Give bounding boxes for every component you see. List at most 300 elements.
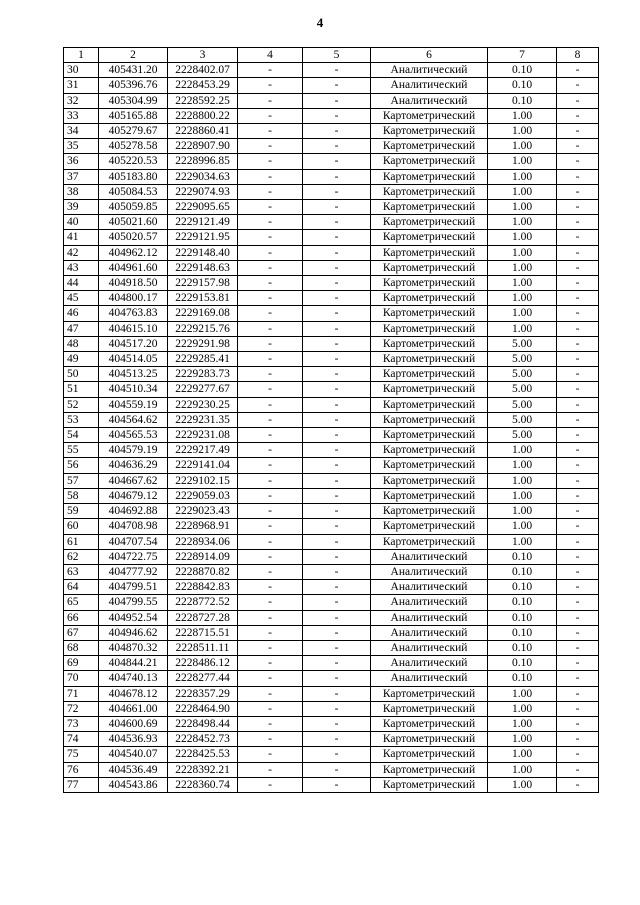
cell-method: Картометрический xyxy=(371,701,488,716)
cell-col-8: - xyxy=(557,291,599,306)
cell-accuracy: 1.00 xyxy=(488,732,557,747)
cell-accuracy: 0.10 xyxy=(488,610,557,625)
cell-point-number: 69 xyxy=(64,656,99,671)
cell-method: Картометрический xyxy=(371,488,488,503)
cell-method: Картометрический xyxy=(371,473,488,488)
cell-y-coordinate: 2228277.44 xyxy=(168,671,238,686)
cell-x-coordinate: 404667.62 xyxy=(99,473,168,488)
cell-point-number: 45 xyxy=(64,291,99,306)
cell-accuracy: 1.00 xyxy=(488,306,557,321)
cell-y-coordinate: 2228453.29 xyxy=(168,78,238,93)
table-row xyxy=(64,108,599,123)
cell-point-number: 71 xyxy=(64,686,99,701)
cell-col-4: - xyxy=(238,428,303,443)
cell-col-4: - xyxy=(238,63,303,78)
cell-method: Картометрический xyxy=(371,747,488,762)
cell-col-4: - xyxy=(238,488,303,503)
cell-y-coordinate: 2228511.11 xyxy=(168,640,238,655)
cell-col-8: - xyxy=(557,519,599,534)
cell-col-8: - xyxy=(557,78,599,93)
table-row xyxy=(64,230,599,245)
cell-col-8: - xyxy=(557,154,599,169)
cell-method: Картометрический xyxy=(371,108,488,123)
cell-method: Картометрический xyxy=(371,777,488,792)
cell-col-5: - xyxy=(303,63,371,78)
cell-x-coordinate: 404946.62 xyxy=(99,625,168,640)
cell-col-5: - xyxy=(303,534,371,549)
cell-col-8: - xyxy=(557,443,599,458)
cell-col-8: - xyxy=(557,108,599,123)
cell-col-5: - xyxy=(303,93,371,108)
cell-y-coordinate: 2229215.76 xyxy=(168,321,238,336)
cell-col-5: - xyxy=(303,245,371,260)
cell-col-5: - xyxy=(303,747,371,762)
cell-accuracy: 1.00 xyxy=(488,230,557,245)
cell-col-8: - xyxy=(557,382,599,397)
column-header-7: 7 xyxy=(488,48,557,63)
cell-method: Картометрический xyxy=(371,215,488,230)
cell-accuracy: 1.00 xyxy=(488,504,557,519)
table-header-row xyxy=(64,48,599,63)
table-row xyxy=(64,595,599,610)
cell-col-8: - xyxy=(557,580,599,595)
cell-col-8: - xyxy=(557,428,599,443)
cell-col-4: - xyxy=(238,169,303,184)
cell-col-8: - xyxy=(557,595,599,610)
cell-col-8: - xyxy=(557,656,599,671)
table-row xyxy=(64,428,599,443)
cell-col-4: - xyxy=(238,108,303,123)
cell-col-8: - xyxy=(557,504,599,519)
cell-accuracy: 1.00 xyxy=(488,686,557,701)
cell-x-coordinate: 404763.83 xyxy=(99,306,168,321)
table-row xyxy=(64,93,599,108)
cell-point-number: 35 xyxy=(64,139,99,154)
cell-y-coordinate: 2228392.21 xyxy=(168,762,238,777)
cell-x-coordinate: 404844.21 xyxy=(99,656,168,671)
cell-col-8: - xyxy=(557,762,599,777)
cell-method: Картометрический xyxy=(371,124,488,139)
cell-method: Картометрический xyxy=(371,230,488,245)
cell-y-coordinate: 2229074.93 xyxy=(168,184,238,199)
cell-col-8: - xyxy=(557,412,599,427)
cell-y-coordinate: 2229283.73 xyxy=(168,367,238,382)
cell-y-coordinate: 2228498.44 xyxy=(168,716,238,731)
cell-col-5: - xyxy=(303,610,371,625)
cell-col-5: - xyxy=(303,397,371,412)
cell-y-coordinate: 2228486.12 xyxy=(168,656,238,671)
cell-col-5: - xyxy=(303,625,371,640)
cell-y-coordinate: 2228934.06 xyxy=(168,534,238,549)
cell-method: Картометрический xyxy=(371,732,488,747)
cell-accuracy: 5.00 xyxy=(488,352,557,367)
cell-accuracy: 1.00 xyxy=(488,443,557,458)
table-row xyxy=(64,458,599,473)
cell-col-4: - xyxy=(238,732,303,747)
cell-point-number: 55 xyxy=(64,443,99,458)
cell-col-8: - xyxy=(557,169,599,184)
cell-y-coordinate: 2229291.98 xyxy=(168,336,238,351)
cell-x-coordinate: 405183.80 xyxy=(99,169,168,184)
cell-x-coordinate: 404510.34 xyxy=(99,382,168,397)
table-row xyxy=(64,549,599,564)
cell-col-4: - xyxy=(238,124,303,139)
cell-y-coordinate: 2229102.15 xyxy=(168,473,238,488)
cell-y-coordinate: 2229121.95 xyxy=(168,230,238,245)
cell-accuracy: 1.00 xyxy=(488,154,557,169)
cell-y-coordinate: 2228996.85 xyxy=(168,154,238,169)
cell-accuracy: 1.00 xyxy=(488,473,557,488)
cell-col-4: - xyxy=(238,367,303,382)
cell-col-4: - xyxy=(238,777,303,792)
cell-col-4: - xyxy=(238,580,303,595)
cell-col-4: - xyxy=(238,564,303,579)
cell-col-5: - xyxy=(303,701,371,716)
cell-x-coordinate: 405279.67 xyxy=(99,124,168,139)
cell-accuracy: 0.10 xyxy=(488,93,557,108)
cell-method: Аналитический xyxy=(371,625,488,640)
cell-x-coordinate: 404800.17 xyxy=(99,291,168,306)
cell-method: Картометрический xyxy=(371,184,488,199)
cell-col-5: - xyxy=(303,154,371,169)
cell-x-coordinate: 404722.75 xyxy=(99,549,168,564)
cell-col-4: - xyxy=(238,260,303,275)
cell-col-8: - xyxy=(557,184,599,199)
cell-col-8: - xyxy=(557,732,599,747)
cell-method: Аналитический xyxy=(371,63,488,78)
cell-y-coordinate: 2228800.22 xyxy=(168,108,238,123)
cell-point-number: 67 xyxy=(64,625,99,640)
cell-point-number: 59 xyxy=(64,504,99,519)
cell-y-coordinate: 2229034.63 xyxy=(168,169,238,184)
cell-col-8: - xyxy=(557,777,599,792)
table-row xyxy=(64,306,599,321)
cell-method: Картометрический xyxy=(371,260,488,275)
cell-point-number: 56 xyxy=(64,458,99,473)
cell-x-coordinate: 404559.19 xyxy=(99,397,168,412)
table-row xyxy=(64,747,599,762)
cell-accuracy: 1.00 xyxy=(488,291,557,306)
cell-point-number: 64 xyxy=(64,580,99,595)
table-row xyxy=(64,732,599,747)
cell-col-8: - xyxy=(557,93,599,108)
cell-point-number: 33 xyxy=(64,108,99,123)
cell-point-number: 68 xyxy=(64,640,99,655)
cell-method: Картометрический xyxy=(371,504,488,519)
table-row xyxy=(64,701,599,716)
cell-method: Аналитический xyxy=(371,78,488,93)
cell-y-coordinate: 2229231.35 xyxy=(168,412,238,427)
cell-y-coordinate: 2228402.07 xyxy=(168,63,238,78)
cell-y-coordinate: 2228357.29 xyxy=(168,686,238,701)
cell-accuracy: 1.00 xyxy=(488,245,557,260)
cell-point-number: 31 xyxy=(64,78,99,93)
cell-col-8: - xyxy=(557,260,599,275)
cell-col-4: - xyxy=(238,215,303,230)
cell-col-4: - xyxy=(238,93,303,108)
cell-col-4: - xyxy=(238,230,303,245)
cell-x-coordinate: 404540.07 xyxy=(99,747,168,762)
cell-x-coordinate: 404962.12 xyxy=(99,245,168,260)
table-row xyxy=(64,580,599,595)
cell-col-5: - xyxy=(303,260,371,275)
table-row xyxy=(64,245,599,260)
cell-col-5: - xyxy=(303,564,371,579)
table-row xyxy=(64,336,599,351)
table-row xyxy=(64,184,599,199)
cell-point-number: 62 xyxy=(64,549,99,564)
cell-col-5: - xyxy=(303,686,371,701)
table-row xyxy=(64,78,599,93)
cell-y-coordinate: 2228592.25 xyxy=(168,93,238,108)
cell-col-4: - xyxy=(238,534,303,549)
table-row xyxy=(64,762,599,777)
cell-method: Аналитический xyxy=(371,580,488,595)
cell-x-coordinate: 404536.49 xyxy=(99,762,168,777)
cell-method: Картометрический xyxy=(371,321,488,336)
cell-method: Картометрический xyxy=(371,762,488,777)
cell-col-4: - xyxy=(238,321,303,336)
cell-col-4: - xyxy=(238,701,303,716)
cell-col-8: - xyxy=(557,352,599,367)
cell-point-number: 44 xyxy=(64,276,99,291)
cell-col-5: - xyxy=(303,336,371,351)
cell-x-coordinate: 404636.29 xyxy=(99,458,168,473)
cell-accuracy: 5.00 xyxy=(488,382,557,397)
cell-col-5: - xyxy=(303,640,371,655)
cell-col-4: - xyxy=(238,610,303,625)
cell-method: Картометрический xyxy=(371,169,488,184)
cell-col-4: - xyxy=(238,291,303,306)
cell-accuracy: 5.00 xyxy=(488,397,557,412)
table-row xyxy=(64,656,599,671)
cell-col-8: - xyxy=(557,747,599,762)
cell-col-8: - xyxy=(557,488,599,503)
cell-col-5: - xyxy=(303,169,371,184)
table-row xyxy=(64,412,599,427)
cell-col-4: - xyxy=(238,306,303,321)
cell-y-coordinate: 2228464.90 xyxy=(168,701,238,716)
cell-method: Картометрический xyxy=(371,412,488,427)
cell-x-coordinate: 404708.98 xyxy=(99,519,168,534)
cell-x-coordinate: 404536.93 xyxy=(99,732,168,747)
column-header-8: 8 xyxy=(557,48,599,63)
cell-x-coordinate: 404740.13 xyxy=(99,671,168,686)
cell-x-coordinate: 405396.76 xyxy=(99,78,168,93)
cell-accuracy: 1.00 xyxy=(488,215,557,230)
cell-col-5: - xyxy=(303,352,371,367)
cell-accuracy: 0.10 xyxy=(488,78,557,93)
cell-accuracy: 1.00 xyxy=(488,169,557,184)
column-header-1: 1 xyxy=(64,48,99,63)
cell-col-5: - xyxy=(303,595,371,610)
cell-y-coordinate: 2228452.73 xyxy=(168,732,238,747)
cell-point-number: 60 xyxy=(64,519,99,534)
cell-col-4: - xyxy=(238,473,303,488)
cell-method: Аналитический xyxy=(371,671,488,686)
cell-y-coordinate: 2229141.04 xyxy=(168,458,238,473)
cell-col-4: - xyxy=(238,200,303,215)
table-row xyxy=(64,443,599,458)
cell-point-number: 51 xyxy=(64,382,99,397)
cell-col-8: - xyxy=(557,640,599,655)
cell-accuracy: 0.10 xyxy=(488,564,557,579)
column-header-6: 6 xyxy=(371,48,488,63)
cell-col-8: - xyxy=(557,336,599,351)
cell-col-4: - xyxy=(238,625,303,640)
cell-x-coordinate: 404543.86 xyxy=(99,777,168,792)
cell-col-4: - xyxy=(238,336,303,351)
table-row xyxy=(64,63,599,78)
cell-y-coordinate: 2229157.98 xyxy=(168,276,238,291)
cell-col-5: - xyxy=(303,732,371,747)
cell-col-4: - xyxy=(238,139,303,154)
cell-x-coordinate: 404661.00 xyxy=(99,701,168,716)
cell-col-4: - xyxy=(238,595,303,610)
cell-point-number: 41 xyxy=(64,230,99,245)
cell-y-coordinate: 2228425.53 xyxy=(168,747,238,762)
cell-x-coordinate: 404564.62 xyxy=(99,412,168,427)
cell-accuracy: 0.10 xyxy=(488,625,557,640)
cell-accuracy: 0.10 xyxy=(488,549,557,564)
cell-point-number: 32 xyxy=(64,93,99,108)
cell-col-8: - xyxy=(557,397,599,412)
cell-accuracy: 1.00 xyxy=(488,260,557,275)
cell-point-number: 73 xyxy=(64,716,99,731)
cell-col-5: - xyxy=(303,458,371,473)
cell-point-number: 57 xyxy=(64,473,99,488)
cell-y-coordinate: 2229148.40 xyxy=(168,245,238,260)
coordinates-table xyxy=(63,47,599,793)
cell-y-coordinate: 2229217.49 xyxy=(168,443,238,458)
cell-point-number: 40 xyxy=(64,215,99,230)
cell-point-number: 66 xyxy=(64,610,99,625)
cell-x-coordinate: 405431.20 xyxy=(99,63,168,78)
cell-point-number: 63 xyxy=(64,564,99,579)
cell-x-coordinate: 404952.54 xyxy=(99,610,168,625)
cell-x-coordinate: 404961.60 xyxy=(99,260,168,275)
table-row xyxy=(64,473,599,488)
cell-method: Картометрический xyxy=(371,686,488,701)
cell-method: Картометрический xyxy=(371,291,488,306)
cell-point-number: 34 xyxy=(64,124,99,139)
cell-x-coordinate: 405304.99 xyxy=(99,93,168,108)
cell-col-5: - xyxy=(303,291,371,306)
cell-x-coordinate: 404679.12 xyxy=(99,488,168,503)
cell-x-coordinate: 404692.88 xyxy=(99,504,168,519)
cell-point-number: 43 xyxy=(64,260,99,275)
cell-accuracy: 1.00 xyxy=(488,762,557,777)
cell-point-number: 46 xyxy=(64,306,99,321)
cell-col-5: - xyxy=(303,488,371,503)
cell-method: Картометрический xyxy=(371,458,488,473)
column-header-2: 2 xyxy=(99,48,168,63)
cell-point-number: 53 xyxy=(64,412,99,427)
cell-col-8: - xyxy=(557,625,599,640)
column-header-5: 5 xyxy=(303,48,371,63)
cell-method: Картометрический xyxy=(371,352,488,367)
cell-x-coordinate: 404918.50 xyxy=(99,276,168,291)
cell-col-8: - xyxy=(557,230,599,245)
cell-method: Картометрический xyxy=(371,519,488,534)
cell-col-5: - xyxy=(303,428,371,443)
table-row xyxy=(64,671,599,686)
table-row xyxy=(64,686,599,701)
cell-method: Картометрический xyxy=(371,443,488,458)
cell-col-4: - xyxy=(238,245,303,260)
cell-col-5: - xyxy=(303,762,371,777)
table-row xyxy=(64,519,599,534)
cell-x-coordinate: 404600.69 xyxy=(99,716,168,731)
cell-y-coordinate: 2228727.28 xyxy=(168,610,238,625)
cell-y-coordinate: 2228860.41 xyxy=(168,124,238,139)
cell-x-coordinate: 405059.85 xyxy=(99,200,168,215)
cell-accuracy: 1.00 xyxy=(488,519,557,534)
cell-y-coordinate: 2229023.43 xyxy=(168,504,238,519)
cell-x-coordinate: 404799.51 xyxy=(99,580,168,595)
cell-x-coordinate: 405165.88 xyxy=(99,108,168,123)
cell-method: Картометрический xyxy=(371,534,488,549)
cell-col-4: - xyxy=(238,397,303,412)
cell-y-coordinate: 2228870.82 xyxy=(168,564,238,579)
cell-point-number: 58 xyxy=(64,488,99,503)
cell-col-5: - xyxy=(303,124,371,139)
cell-y-coordinate: 2228360.74 xyxy=(168,777,238,792)
cell-accuracy: 1.00 xyxy=(488,124,557,139)
cell-point-number: 70 xyxy=(64,671,99,686)
cell-x-coordinate: 405278.58 xyxy=(99,139,168,154)
cell-y-coordinate: 2229121.49 xyxy=(168,215,238,230)
cell-point-number: 72 xyxy=(64,701,99,716)
table-row xyxy=(64,200,599,215)
cell-accuracy: 5.00 xyxy=(488,412,557,427)
cell-col-4: - xyxy=(238,686,303,701)
cell-col-8: - xyxy=(557,564,599,579)
cell-x-coordinate: 404799.55 xyxy=(99,595,168,610)
cell-accuracy: 0.10 xyxy=(488,580,557,595)
table-row xyxy=(64,367,599,382)
cell-col-5: - xyxy=(303,412,371,427)
cell-method: Картометрический xyxy=(371,200,488,215)
cell-point-number: 74 xyxy=(64,732,99,747)
cell-col-4: - xyxy=(238,412,303,427)
cell-accuracy: 1.00 xyxy=(488,747,557,762)
cell-col-8: - xyxy=(557,139,599,154)
cell-col-5: - xyxy=(303,519,371,534)
cell-accuracy: 5.00 xyxy=(488,428,557,443)
cell-method: Аналитический xyxy=(371,640,488,655)
cell-accuracy: 1.00 xyxy=(488,321,557,336)
table-body xyxy=(64,63,599,793)
cell-col-5: - xyxy=(303,382,371,397)
cell-x-coordinate: 405021.60 xyxy=(99,215,168,230)
cell-col-8: - xyxy=(557,215,599,230)
table-row xyxy=(64,276,599,291)
cell-col-4: - xyxy=(238,352,303,367)
cell-method: Картометрический xyxy=(371,306,488,321)
cell-col-5: - xyxy=(303,367,371,382)
cell-col-5: - xyxy=(303,321,371,336)
cell-method: Картометрический xyxy=(371,367,488,382)
cell-accuracy: 1.00 xyxy=(488,777,557,792)
table-row xyxy=(64,625,599,640)
cell-x-coordinate: 404517.20 xyxy=(99,336,168,351)
cell-point-number: 65 xyxy=(64,595,99,610)
cell-y-coordinate: 2228907.90 xyxy=(168,139,238,154)
cell-method: Картометрический xyxy=(371,336,488,351)
cell-col-8: - xyxy=(557,549,599,564)
cell-col-4: - xyxy=(238,519,303,534)
